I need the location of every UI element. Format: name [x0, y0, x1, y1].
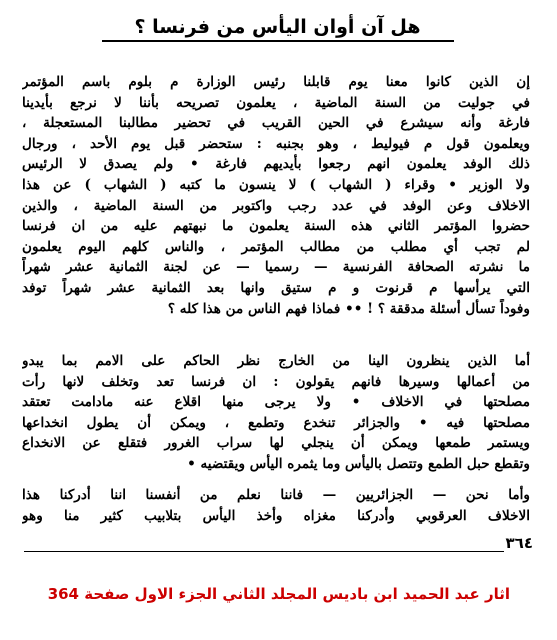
text-line: الاخلاف العرقوبي وأدركنا مغزاه وأخذ اليأس بتلابيب كثير منا وهو	[22, 507, 530, 524]
text-line: ويستمر طمعها ويمكن أن ينجلي لها سراب الغرور فتقلع عن الانخداع	[22, 435, 530, 452]
text-line: ما نشرته الصحافة الفرنسية — رسميا — عن لجنة الثمانية عشر شهراً	[22, 259, 530, 276]
text-line: فارغة وأنه سيشرع في الحين القريب في تحضير مطالبنا المستعجلة ،	[22, 115, 530, 132]
text-line: ذلك الوفد يعلمون انهم رجعوا بأيديهم فارغة • ولم يصدق لا الرئيس	[22, 156, 530, 173]
text-line: في جوليت من السنة الماضية ، يعلمون تصريحه بأننا لا نرجع بأيدينا	[22, 94, 530, 111]
text-line: ولا الوزير • وقراء ( الشهاب ) لا ينسون ما كتبه ( الشهاب ) عن هذا	[22, 176, 530, 193]
text-line: الاخلاف وعن الوفد في عدد رجب واكتوبر من السنة الماضية ، والذين	[22, 197, 530, 214]
paragraph-3	[22, 485, 530, 526]
text-line: من أعمالها وسيرها فانهم يقولون : ان فرنسا تعد وتخلف لانها رأت	[22, 373, 530, 390]
text-line: مصلحتها فيه • والجزائر تنخدع وتطمع ، ويمكن أن يطول انخداعها	[22, 414, 530, 431]
text-line: إن الذين كانوا معنا يوم قابلنا رئيس الوزارة م بلوم باسم المؤتمر	[22, 74, 530, 90]
article-title: هل آن أوان اليأس من فرنسا ؟	[134, 16, 421, 38]
footer-rule	[24, 551, 504, 552]
text-line: وأما نحن — الجزائريين — فاننا نعلم من أنفسنا اننا أدركنا هذا	[22, 487, 530, 503]
text-line: مصلحتها في الاخلاف • ولا يرجى منها اقلاع عنه مادامت تعتقد	[22, 394, 530, 411]
paragraph-2	[22, 351, 530, 475]
text-line: ويعلمون قول م فيوليط ، وهو بجنبه : ستحضر قبل يوم الأحد ، ورجال	[22, 135, 530, 152]
text-line: وتقطع حبل الطمع وتتصل باليأس وما يثمره اليأس ويقتضيه •	[187, 455, 530, 472]
text-line: حضروا المؤتمر الثاني هذه السنة يعلمون ما نبهتهم عليه من ان فرنسا	[22, 218, 530, 235]
source-footer-note: اثار عبد الحميد ابن باديس المجلد الثاني الجزء الاول صفحة 364	[47, 585, 510, 603]
text-line: أما الذين ينظرون الينا من الخارج نظر الحاكم على الامم بما يبدو	[22, 353, 530, 369]
paragraph-1	[22, 72, 530, 319]
text-line: لم تجب أي مطلب من مطالب المؤتمر ، والناس كلهم اليوم يعلمون	[22, 238, 530, 255]
title-underline	[102, 40, 454, 42]
text-line: وفوداً تسأل أسئلة مدققة ؟ ! •• فماذا فهم الناس من هذا كله ؟	[167, 300, 530, 317]
text-line: التي يرأسها م قرنوت و م ستيق وانها بعد الثمانية عشر شهراً توفد	[22, 279, 530, 296]
page-number: ٣٦٤	[505, 534, 533, 552]
